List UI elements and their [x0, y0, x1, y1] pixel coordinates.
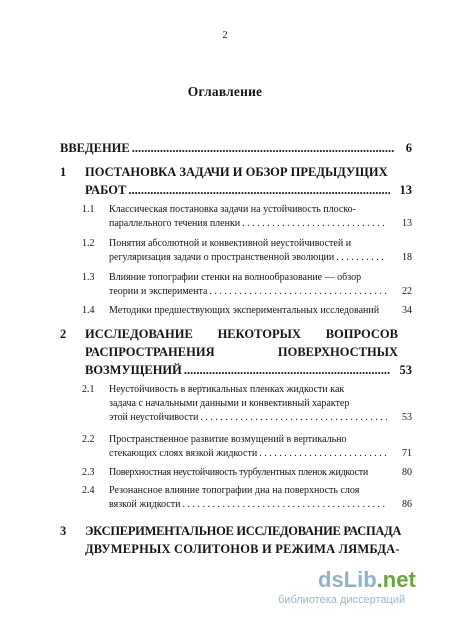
- toc-entry-intro[interactable]: [60, 141, 412, 157]
- toc-section-2-3[interactable]: [82, 467, 412, 481]
- section-number: 1.4: [82, 305, 95, 316]
- toc-chapter-1[interactable]: [60, 165, 412, 199]
- watermark-logo: [318, 567, 416, 593]
- toc-section-2-4[interactable]: [82, 485, 412, 513]
- toc-chapter-2[interactable]: [60, 327, 412, 379]
- toc-section-1-3[interactable]: [82, 272, 412, 300]
- section-title-line-1: Резонансное влияние топографии дна на поверхность слоя: [109, 485, 360, 496]
- chapter-number: 1: [60, 165, 67, 179]
- chapter-title-line-1: ПОСТАНОВКА ЗАДАЧИ И ОБЗОР ПРЕДЫДУЩИХ: [85, 165, 388, 179]
- section-title-line-1: Пространственное развитие возмущений в вертикально: [109, 434, 347, 445]
- section-page: 86: [402, 499, 412, 510]
- leader-dots: [132, 141, 395, 156]
- chapter-title-word: ВОПРОСОВ: [325, 327, 398, 341]
- section-title-line-2: регуляризация задачи о пространственной эволюции: [109, 252, 335, 263]
- section-page: 80: [402, 467, 412, 478]
- toc-section-2-1[interactable]: [82, 384, 412, 426]
- watermark-logo-main: dsLib: [318, 567, 377, 592]
- section-title-line-1: Влияние топографии стенки на волнообразование — обзор: [109, 272, 362, 283]
- chapter-title-line-2: РАБОТ: [85, 183, 127, 197]
- chapter-page: 13: [399, 183, 412, 197]
- section-page: 53: [402, 412, 412, 423]
- section-number: 2.3: [82, 467, 95, 478]
- toc-title: Оглавление: [187, 84, 263, 99]
- section-page: 34: [402, 305, 412, 316]
- toc-chapter-3[interactable]: [60, 524, 412, 558]
- intro-label: ВВЕДЕНИЕ: [60, 141, 130, 155]
- section-title-line-1: Неустойчивость в вертикальных пленках жидкости как: [109, 384, 345, 395]
- section-title-line-1: Классическая постановка задачи на устойчивость плоско-: [109, 204, 356, 215]
- section-page: 13: [402, 218, 412, 229]
- toc-section-2-2[interactable]: [82, 434, 412, 462]
- leader-dots: [184, 363, 390, 378]
- chapter-title-word: ИССЛЕДОВАНИЕ: [85, 327, 193, 341]
- chapter-title-line-3: ВОЗМУЩЕНИЙ: [85, 363, 182, 377]
- leader-dots: [200, 412, 387, 423]
- section-title-line-2: теории и эксперимента: [109, 286, 208, 297]
- section-title-line-1: Методики предшествующих экспериментальных исследований: [109, 305, 380, 316]
- chapter-number: 2: [60, 327, 67, 341]
- section-number: 2.4: [82, 485, 95, 496]
- chapter-title-word: НЕКОТОРЫХ: [217, 327, 301, 341]
- section-title-line-2: стекающих слоях вязкой жидкости: [109, 448, 258, 459]
- section-title-line-1: Понятия абсолютной и конвективной неустойчивостей и: [109, 238, 352, 249]
- watermark-subtitle: библиотека диссертаций: [278, 594, 406, 606]
- section-page: 71: [402, 448, 412, 459]
- section-number: 2.2: [82, 434, 95, 445]
- section-number: 1.1: [82, 204, 95, 215]
- leader-dots: [182, 499, 387, 510]
- leader-dots: [209, 286, 387, 297]
- watermark-logo-tld: .net: [376, 567, 416, 592]
- chapter-number: 3: [60, 524, 67, 538]
- chapter-page: 53: [399, 363, 412, 377]
- section-page: 18: [402, 252, 412, 263]
- toc-section-1-1[interactable]: [82, 204, 412, 232]
- toc-section-1-2[interactable]: [82, 238, 412, 266]
- chapter-title-word: ПОВЕРХНОСТНЫХ: [277, 345, 398, 359]
- section-number: 1.3: [82, 272, 95, 283]
- section-number: 2.1: [82, 384, 95, 395]
- section-number: 1.2: [82, 238, 95, 249]
- chapter-title-line-2: ДВУМЕРНЫХ СОЛИТОНОВ И РЕЖИМА ЛЯМБДА-: [85, 542, 400, 556]
- section-title-line-2: вязкой жидкости: [109, 499, 181, 510]
- page-number: 2: [222, 30, 228, 41]
- section-page: 22: [402, 286, 412, 297]
- intro-page: 6: [405, 141, 412, 155]
- chapter-title-word: РАСПРОСТРАНЕНИЯ: [85, 345, 215, 359]
- section-title-line-3: этой неустойчивости: [109, 412, 199, 423]
- section-title-line-2: параллельного течения пленки: [109, 218, 241, 229]
- leader-dots: [259, 448, 387, 459]
- leader-dots: [336, 252, 387, 263]
- chapter-title-line-1: ЭКСПЕРИМЕНТАЛЬНОЕ ИССЛЕДОВАНИЕ РАСПАДА: [85, 524, 402, 538]
- leader-dots: [242, 218, 387, 229]
- leader-dots: [128, 183, 390, 198]
- section-title-line-1: Поверхностная неустойчивость турбулентных пленок жидкости: [109, 467, 368, 478]
- section-title-line-2: задача с начальными данными и конвективный характер: [109, 398, 350, 409]
- toc-section-1-4[interactable]: [82, 305, 412, 319]
